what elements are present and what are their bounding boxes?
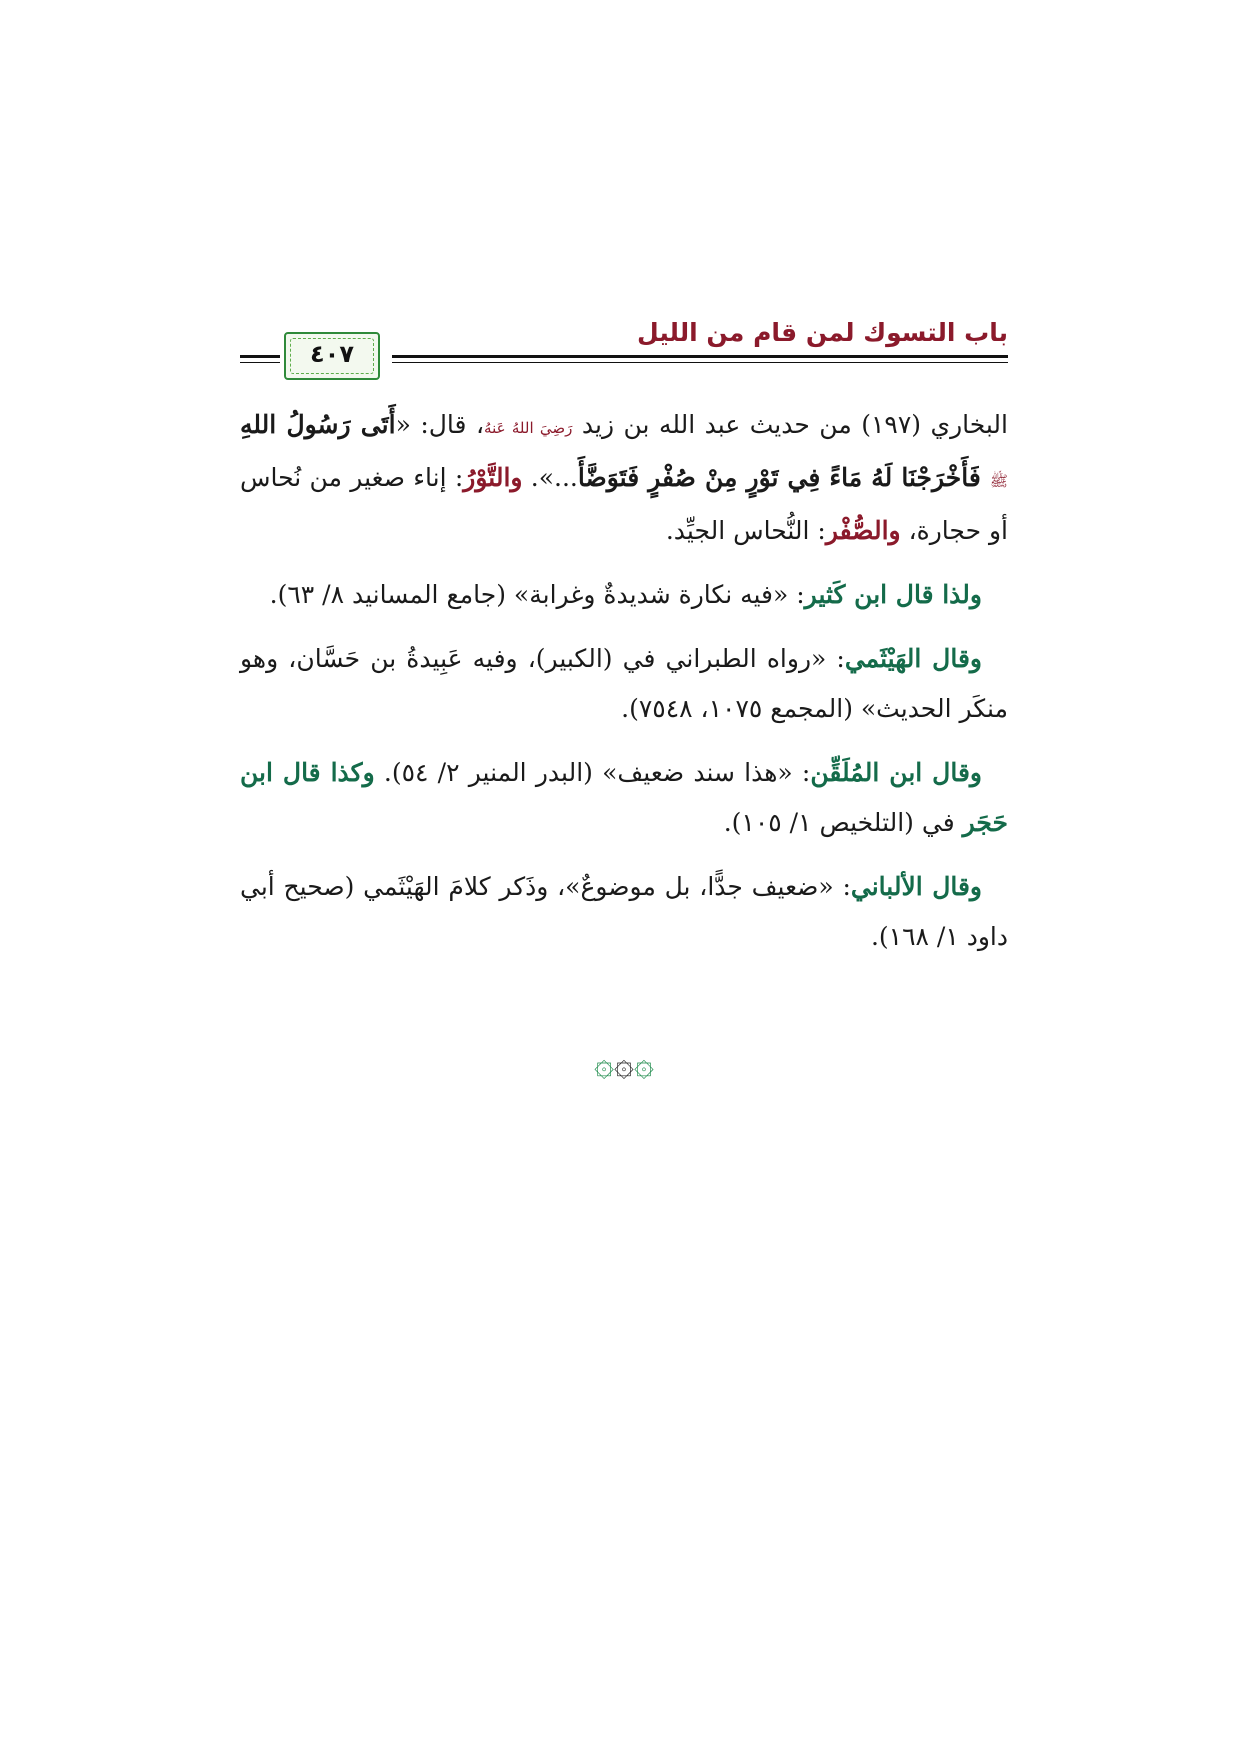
header-rule-bottom — [392, 362, 1008, 363]
text: البخاري (١٩٧) من حديث عبد الله بن زيد — [572, 410, 1008, 439]
term-tawr: والتَّوْرُ — [463, 463, 523, 492]
honorific-radiya: رَضِيَ اللهُ عَنهُ — [484, 419, 573, 437]
scholar-name: وكذا قال ابن حَجَر — [240, 758, 1008, 837]
paragraph-haythami — [240, 634, 1008, 734]
header-rule-left-top — [240, 355, 280, 358]
text: : «ضعيف جدًّا، بل موضوعٌ»، وذَكر كلامَ الهَيْثَمي (صحيح أبي داود ١/ ١٦٨). — [240, 872, 1008, 951]
header-rule-top — [392, 355, 1008, 358]
scholar-name: وقال الألباني — [850, 872, 982, 901]
text: ...». — [522, 463, 578, 492]
hadith-text: أَتَى رَسُولُ اللهِ — [240, 410, 396, 439]
scholar-name: وقال الهَيْثَمي — [844, 644, 982, 673]
paragraph-hadith — [240, 400, 1008, 556]
section-end-ornaments — [240, 1043, 1008, 1084]
paragraph-albani — [240, 862, 1008, 962]
page-content — [240, 400, 1008, 976]
text: : «رواه الطبراني في (الكبير)، وفيه عَبِيدةُ بن حَسَّان، وهو منكَر الحديث» (المجمع ١٠٧٥، ٧٥٤٨). — [240, 644, 1008, 723]
page-number-badge — [284, 332, 380, 380]
scholar-name: ولذا قال ابن كَثير — [804, 580, 982, 609]
text: ، قال: « — [395, 410, 485, 439]
text: : «هذا سند ضعيف» (البدر المنير ٢/ ٥٤). — [374, 758, 811, 787]
paragraph-ibn-mulaqqin — [240, 748, 1008, 848]
text: في (التلخيص ١/ ١٠٥). — [723, 808, 963, 837]
hadith-text: فَأَخْرَجْنَا لَهُ مَاءً فِي تَوْرٍ مِنْ صُفْرٍ فَتَوَضَّأَ — [577, 463, 990, 492]
chapter-title: باب التسوك لمن قام من الليل — [637, 318, 1008, 347]
header-rule-left-bottom — [240, 362, 280, 363]
text: : «فيه نكارة شديدةٌ وغرابة» (جامع المسانيد ٨/ ٦٣). — [269, 580, 805, 609]
ornament-star-icon: ۞ — [614, 1044, 634, 1084]
page-header — [240, 318, 1008, 378]
paragraph-ibn-kathir — [240, 570, 1008, 620]
ornament-star-icon: ۞ — [633, 1044, 654, 1084]
text: : النُّحاس الجيِّد. — [665, 516, 826, 545]
honorific-salla: ﷺ — [989, 472, 1008, 490]
page-number: ٤٠٧ — [310, 340, 354, 368]
scholar-name: وقال ابن المُلَقِّن — [810, 758, 982, 787]
ornament-star-icon: ۞ — [594, 1044, 615, 1084]
term-sufr: والصُّفْر — [825, 516, 901, 545]
text: : إناء صغير من نُحاس أو حجارة، — [240, 463, 1008, 545]
